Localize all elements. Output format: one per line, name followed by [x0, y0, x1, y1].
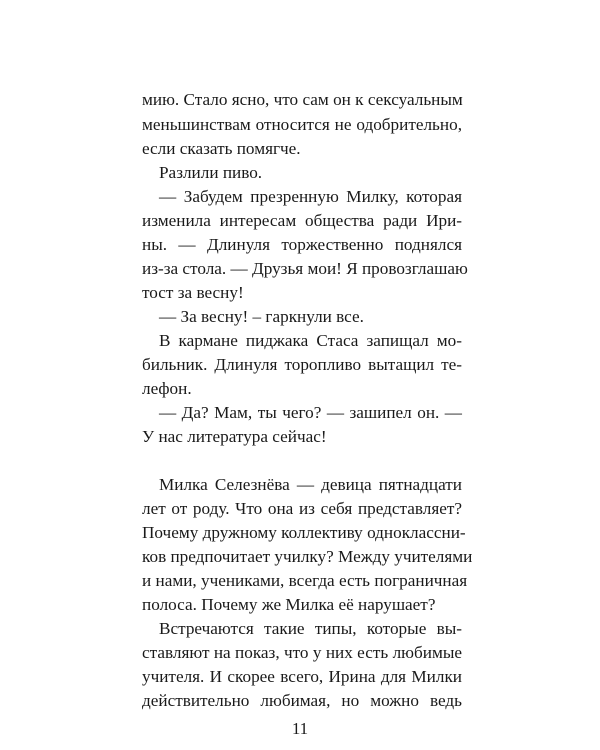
paragraph-first-line: — Да? Мам, ты чего? — зашипел он. —	[159, 403, 462, 422]
text-line: тост за весну!	[142, 283, 244, 302]
paragraph-first-line: В кармане пиджака Стаса запищал мо-	[159, 331, 462, 350]
text-line: мию. Стало ясно, что сам он к сексуальным	[142, 90, 463, 109]
text-line: лет от роду. Что она из себя представляет?	[142, 499, 462, 518]
text-line: лефон.	[142, 379, 192, 398]
text-line: учителя. И скорее всего, Ирина для Милки	[142, 667, 462, 686]
text-line: ков предпочитает училку? Между учителями	[142, 547, 473, 566]
paragraph-first-line: Встречаются такие типы, которые вы-	[159, 619, 462, 638]
text-line: и нами, учениками, всегда есть пограничная	[142, 571, 468, 590]
paragraph-first-line: — Забудем презренную Милку, которая	[159, 187, 462, 206]
paragraph-first-line: Милка Селезнёва — девица пятнадцати	[159, 475, 462, 494]
text-line: если сказать помягче.	[142, 139, 301, 158]
paragraph-first-line: — За весну! – гаркнули все.	[159, 307, 364, 326]
text-line: бильник. Длинуля торопливо вытащил те-	[142, 355, 462, 374]
text-line: меньшинствам относится не одобрительно,	[142, 115, 462, 134]
text-line: действительно любимая, но можно ведь	[142, 691, 462, 710]
text-line: полоса. Почему же Милка её нарушает?	[142, 595, 436, 614]
text-line: ны. — Длинуля торжественно поднялся	[142, 235, 462, 254]
text-line: из-за стола. — Друзья мои! Я провозглашаю	[142, 259, 468, 278]
text-line: ставляют на показ, что у них есть любимые	[142, 643, 462, 662]
paragraph-first-line: Разлили пиво.	[159, 163, 263, 182]
page-number: 11	[291, 719, 309, 738]
text-line: Почему дружному коллективу одноклассни-	[142, 523, 466, 542]
text-line: У нас литература сейчас!	[142, 427, 327, 446]
text-line: изменила интересам общества ради Ири-	[142, 211, 462, 230]
